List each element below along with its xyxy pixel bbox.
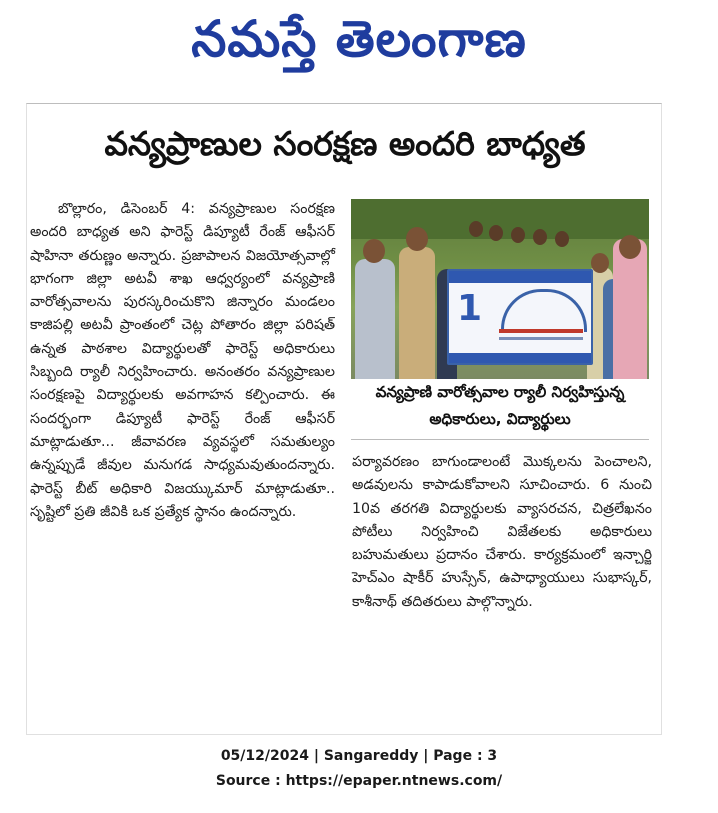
article-paragraph-left: బొల్లారం, డిసెంబర్ 4: వన్యప్రాణుల సంరక్షణ అందరి బాధ్యత అని ఫారెస్ట్ డిప్యూటీ రేంజ్ ఆఫీసర్ షాహినా తరుణ్ణం అన్నారు. ప్రజాపాలన విజయోత్సవాల్లో భాగంగా జిల్లా అటవీ శాఖ ఆధ్వర్యంలో వన్యప్రాణి వారోత్సవాలను పురస్కరించుకొని జిన్నారం మండలం కాజిపల్లి అటవీ ప్రాంతంలో చెట్ల పోతారం జిల్లా పరిషత్ ఉన్నత పాఠశాల విద్యార్థులతో ఫారెస్ట్ అధికారులు సిబ్బంది ర్యాలీ నిర్వహించారు. అనంతరం వన్యప్రాణుల సంరక్షణపై విద్యార్థులకు అవగాహన కల్పించారు. ఈ సందర్భంగా డిప్యూటీ ఫారెస్ట్ రేంజ్ ఆఫీసర్ మాట్లాడుతూ... జీవావరణ వ్యవస్థలో సమతుల్యం ఉన్నప్పుడే జీవుల మనుగడ సాధ్యమవుతుందన్నారు. ఫారెస్ట్ బీట్ అధికారి విజయ్కుమార్ మాట్లాడుతూ.. సృష్టిలో ప్రతి జీవికి ఒక ప్రత్యేక స్థానం ఉందన్నారు. [30, 201, 335, 520]
article-paragraph-right: పర్యావరణం బాగుండాలంటే మొక్కలను పెంచాలని, అడవులను కాపాడుకోవాలని సూచించారు. 6 నుంచి 10వ తరగతి విద్యార్థులకు వ్యాసరచన, చిత్రలేఖనం పోటీలు నిర్వహించి విజేతలకు అధికారులు బహుమతులు ప్రదానం చేశారు. కార్యక్రమంలో ఇన్చార్జి హెచ్ఎం షాకీర్ హుస్సేన్, ఉపాధ్యాయులు సుభాస్కర్, కాశీనాథ్ తదితరులు పాల్గొన్నారు. [352, 454, 652, 610]
photo-caption: వన్యప్రాణి వారోత్సవాల ర్యాలీ నిర్వహిస్తున్న అధికారులు, విద్యార్థులు [351, 379, 649, 440]
photo-student-head [489, 225, 503, 241]
footer-source-line: Source : https://epaper.ntnews.com/ [215, 773, 503, 789]
article-body-left-column [30, 198, 335, 524]
photo-person-head [591, 253, 609, 273]
newspaper-masthead: నమస్తే తెలంగాణ [191, 10, 527, 68]
photo-person [613, 239, 647, 379]
footer-date-line: 05/12/2024 | Sangareddy | Page : 3 [220, 748, 498, 764]
banner-text-line [499, 329, 583, 333]
banner-arc-graphic [501, 289, 587, 332]
photo-student-head [511, 227, 525, 243]
article-headline: వన్యప్రాణుల సంరక్షణ అందరి బాధ్యత [104, 124, 586, 163]
banner-logo-icon: 1 [457, 288, 483, 329]
photo-person-head [363, 239, 385, 263]
photo-person [355, 259, 395, 379]
banner-text-line [499, 337, 583, 340]
banner-top-strip [449, 271, 591, 283]
photo-student-head [469, 221, 483, 237]
photo-student-head [533, 229, 547, 245]
photo-student-head [555, 231, 569, 247]
photo-officer [399, 247, 435, 379]
article-photo [351, 199, 649, 379]
photo-rally-banner [447, 269, 593, 365]
banner-bottom-strip [449, 353, 591, 363]
photo-person-head [619, 235, 641, 259]
article-body-right-column [352, 451, 652, 614]
photo-person-head [406, 227, 428, 251]
